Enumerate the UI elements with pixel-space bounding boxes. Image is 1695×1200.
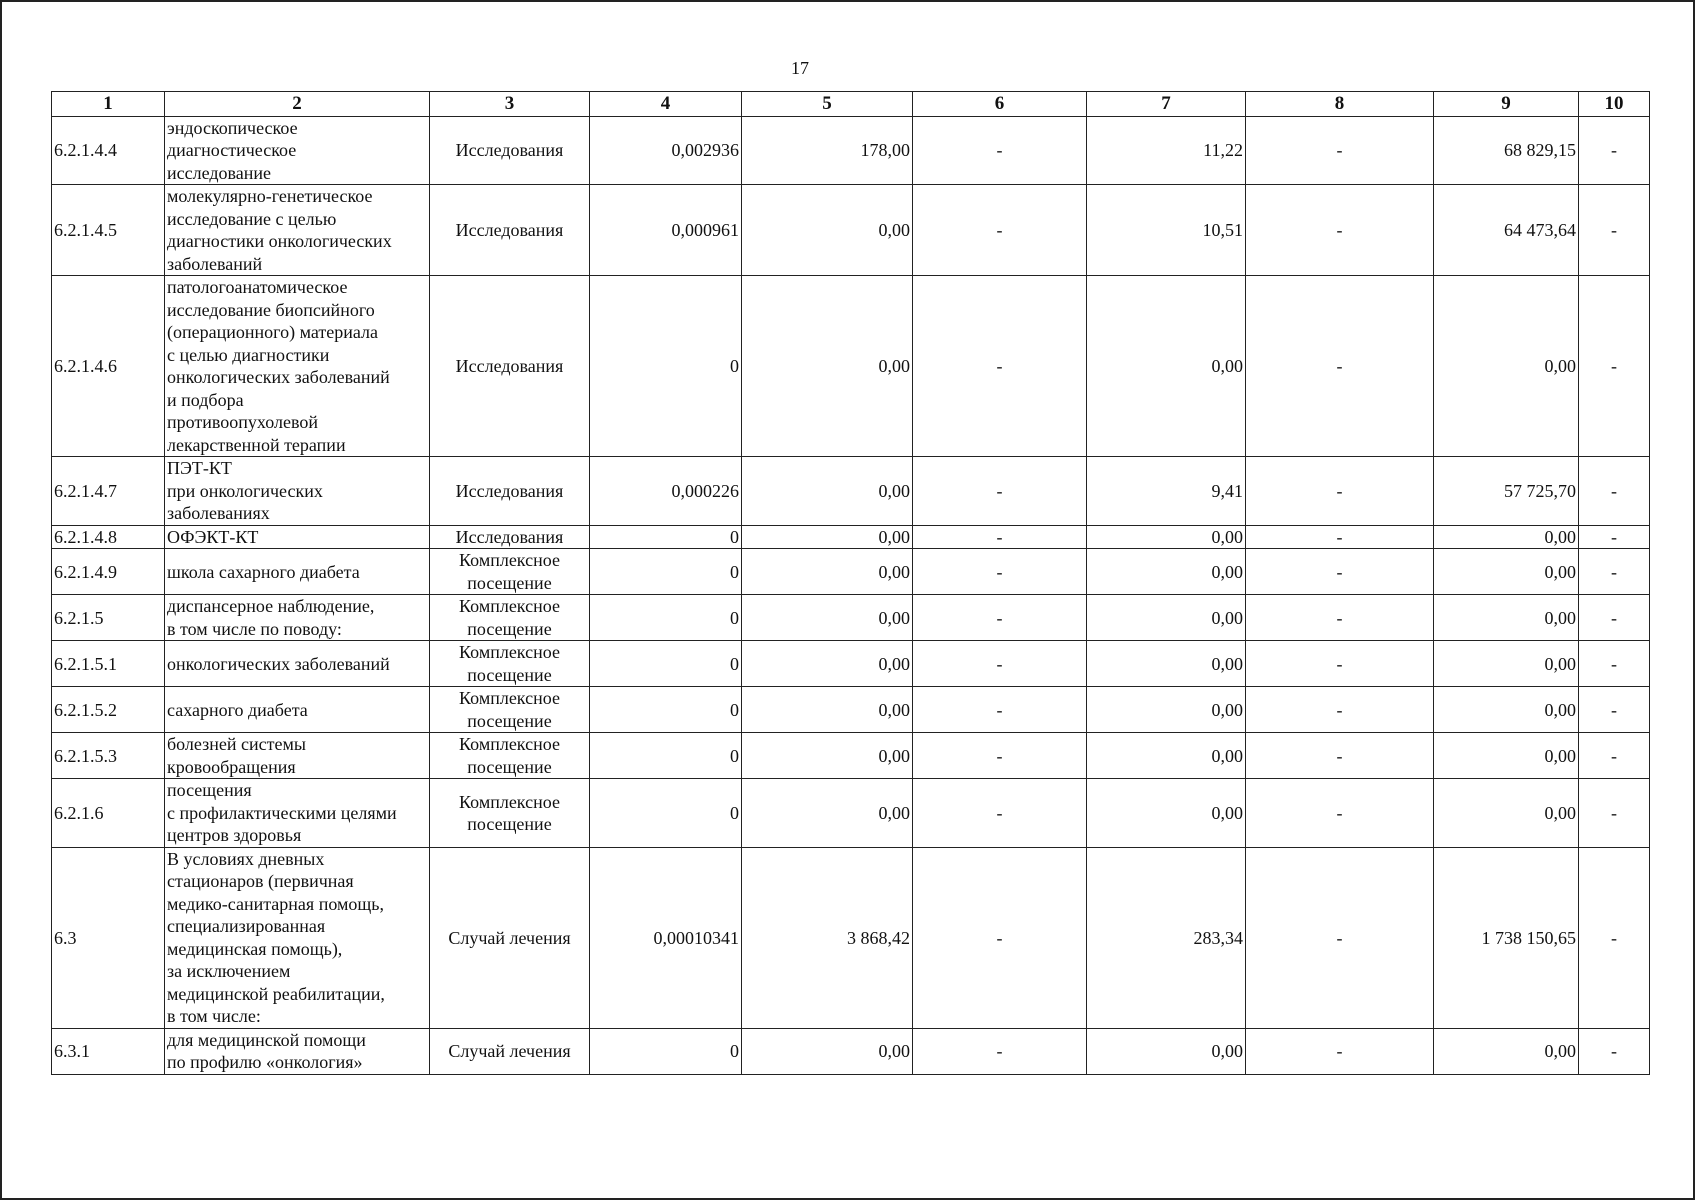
column-header: 8 <box>1246 92 1434 117</box>
col9-value: 0,00 <box>1434 779 1579 848</box>
col8-value: - <box>1246 276 1434 457</box>
column-header: 1 <box>52 92 165 117</box>
table-row <box>52 457 1650 526</box>
col5-value: 0,00 <box>742 549 913 595</box>
col7-value: 10,51 <box>1087 185 1246 276</box>
table-row <box>52 779 1650 848</box>
table-row <box>52 116 1650 185</box>
column-header: 7 <box>1087 92 1246 117</box>
row-name: сахарного диабета <box>165 687 430 733</box>
col10-value: - <box>1579 549 1650 595</box>
row-unit: Комплексное посещение <box>430 549 590 595</box>
col8-value: - <box>1246 687 1434 733</box>
col9-value: 0,00 <box>1434 549 1579 595</box>
row-unit: Исследования <box>430 525 590 549</box>
col6-value: - <box>913 595 1087 641</box>
col10-value: - <box>1579 733 1650 779</box>
col9-value: 0,00 <box>1434 525 1579 549</box>
column-header: 4 <box>590 92 742 117</box>
table-row <box>52 525 1650 549</box>
table-row <box>52 733 1650 779</box>
row-unit: Исследования <box>430 276 590 457</box>
col8-value: - <box>1246 1028 1434 1074</box>
col6-value: - <box>913 847 1087 1028</box>
col7-value: 11,22 <box>1087 116 1246 185</box>
col5-value: 0,00 <box>742 733 913 779</box>
row-unit: Комплексное посещение <box>430 595 590 641</box>
col4-value: 0 <box>590 641 742 687</box>
table-row <box>52 1028 1650 1074</box>
col7-value: 0,00 <box>1087 276 1246 457</box>
row-code: 6.3 <box>52 847 165 1028</box>
row-code: 6.2.1.6 <box>52 779 165 848</box>
column-header: 5 <box>742 92 913 117</box>
col7-value: 283,34 <box>1087 847 1246 1028</box>
col7-value: 0,00 <box>1087 779 1246 848</box>
row-name: эндоскопическое диагностическое исследование <box>165 116 430 185</box>
column-header: 2 <box>165 92 430 117</box>
row-code: 6.3.1 <box>52 1028 165 1074</box>
row-unit: Исследования <box>430 116 590 185</box>
page-number: 17 <box>791 58 809 78</box>
row-name: школа сахарного диабета <box>165 549 430 595</box>
col4-value: 0,000226 <box>590 457 742 526</box>
row-code: 6.2.1.4.7 <box>52 457 165 526</box>
col6-value: - <box>913 687 1087 733</box>
table-row <box>52 641 1650 687</box>
col9-value: 0,00 <box>1434 1028 1579 1074</box>
column-header: 10 <box>1579 92 1650 117</box>
col8-value: - <box>1246 779 1434 848</box>
col6-value: - <box>913 116 1087 185</box>
row-name: для медицинской помощи по профилю «онкология» <box>165 1028 430 1074</box>
row-name: молекулярно-генетическое исследование с целью диагностики онкологических заболеваний <box>165 185 430 276</box>
col4-value: 0 <box>590 595 742 641</box>
col5-value: 0,00 <box>742 457 913 526</box>
col8-value: - <box>1246 733 1434 779</box>
col6-value: - <box>913 276 1087 457</box>
col9-value: 68 829,15 <box>1434 116 1579 185</box>
col10-value: - <box>1579 185 1650 276</box>
col5-value: 0,00 <box>742 1028 913 1074</box>
column-header: 9 <box>1434 92 1579 117</box>
col7-value: 0,00 <box>1087 549 1246 595</box>
row-unit: Комплексное посещение <box>430 687 590 733</box>
table-row <box>52 687 1650 733</box>
col5-value: 0,00 <box>742 779 913 848</box>
col5-value: 0,00 <box>742 185 913 276</box>
row-code: 6.2.1.5.2 <box>52 687 165 733</box>
row-code: 6.2.1.5.1 <box>52 641 165 687</box>
row-unit: Случай лечения <box>430 1028 590 1074</box>
row-unit: Комплексное посещение <box>430 733 590 779</box>
row-name: диспансерное наблюдение, в том числе по поводу: <box>165 595 430 641</box>
col6-value: - <box>913 733 1087 779</box>
col10-value: - <box>1579 1028 1650 1074</box>
col10-value: - <box>1579 276 1650 457</box>
row-unit: Комплексное посещение <box>430 779 590 848</box>
col8-value: - <box>1246 847 1434 1028</box>
col6-value: - <box>913 185 1087 276</box>
row-name: ОФЭКТ-КТ <box>165 525 430 549</box>
col10-value: - <box>1579 847 1650 1028</box>
row-name: онкологических заболеваний <box>165 641 430 687</box>
col5-value: 0,00 <box>742 276 913 457</box>
col10-value: - <box>1579 687 1650 733</box>
column-header: 6 <box>913 92 1087 117</box>
row-unit: Исследования <box>430 457 590 526</box>
col5-value: 0,00 <box>742 525 913 549</box>
col4-value: 0,000961 <box>590 185 742 276</box>
row-unit: Исследования <box>430 185 590 276</box>
data-table <box>51 91 1650 1075</box>
col8-value: - <box>1246 116 1434 185</box>
col9-value: 0,00 <box>1434 641 1579 687</box>
col10-value: - <box>1579 641 1650 687</box>
col10-value: - <box>1579 457 1650 526</box>
row-code: 6.2.1.4.5 <box>52 185 165 276</box>
col9-value: 0,00 <box>1434 733 1579 779</box>
col10-value: - <box>1579 116 1650 185</box>
row-name: посещения с профилактическими целями центров здоровья <box>165 779 430 848</box>
col4-value: 0,002936 <box>590 116 742 185</box>
row-name: В условиях дневных стационаров (первичная медико-санитарная помощь, специализированная медицинская помощь), за исключением медицинской реабилитации, в том числе: <box>165 847 430 1028</box>
col4-value: 0 <box>590 276 742 457</box>
col5-value: 3 868,42 <box>742 847 913 1028</box>
col10-value: - <box>1579 525 1650 549</box>
col8-value: - <box>1246 641 1434 687</box>
col7-value: 0,00 <box>1087 733 1246 779</box>
col5-value: 178,00 <box>742 116 913 185</box>
col8-value: - <box>1246 549 1434 595</box>
row-code: 6.2.1.4.6 <box>52 276 165 457</box>
col6-value: - <box>913 457 1087 526</box>
col4-value: 0 <box>590 733 742 779</box>
row-code: 6.2.1.4.9 <box>52 549 165 595</box>
col9-value: 0,00 <box>1434 276 1579 457</box>
col4-value: 0 <box>590 1028 742 1074</box>
col5-value: 0,00 <box>742 641 913 687</box>
col10-value: - <box>1579 595 1650 641</box>
row-unit: Случай лечения <box>430 847 590 1028</box>
col7-value: 0,00 <box>1087 641 1246 687</box>
col6-value: - <box>913 525 1087 549</box>
col7-value: 0,00 <box>1087 595 1246 641</box>
col4-value: 0 <box>590 549 742 595</box>
col6-value: - <box>913 779 1087 848</box>
row-name: патологоанатомическое исследование биопсийного (операционного) материала с целью диагностики онкологических заболеваний и подбора противоопухолевой лекарственной терапии <box>165 276 430 457</box>
col8-value: - <box>1246 525 1434 549</box>
col8-value: - <box>1246 185 1434 276</box>
table-body <box>52 116 1650 1074</box>
row-name: ПЭТ-КТ при онкологических заболеваниях <box>165 457 430 526</box>
col8-value: - <box>1246 595 1434 641</box>
col7-value: 9,41 <box>1087 457 1246 526</box>
row-unit: Комплексное посещение <box>430 641 590 687</box>
table-row <box>52 185 1650 276</box>
row-code: 6.2.1.5.3 <box>52 733 165 779</box>
table-row <box>52 847 1650 1028</box>
row-code: 6.2.1.5 <box>52 595 165 641</box>
col7-value: 0,00 <box>1087 525 1246 549</box>
col5-value: 0,00 <box>742 687 913 733</box>
row-name: болезней системы кровообращения <box>165 733 430 779</box>
table-row <box>52 276 1650 457</box>
col9-value: 57 725,70 <box>1434 457 1579 526</box>
col10-value: - <box>1579 779 1650 848</box>
header-row <box>52 92 1650 117</box>
col9-value: 0,00 <box>1434 595 1579 641</box>
col9-value: 1 738 150,65 <box>1434 847 1579 1028</box>
col4-value: 0,00010341 <box>590 847 742 1028</box>
col6-value: - <box>913 641 1087 687</box>
col7-value: 0,00 <box>1087 1028 1246 1074</box>
row-code: 6.2.1.4.8 <box>52 525 165 549</box>
col4-value: 0 <box>590 779 742 848</box>
col9-value: 64 473,64 <box>1434 185 1579 276</box>
table-row <box>52 549 1650 595</box>
col5-value: 0,00 <box>742 595 913 641</box>
row-code: 6.2.1.4.4 <box>52 116 165 185</box>
table-row <box>52 595 1650 641</box>
col8-value: - <box>1246 457 1434 526</box>
col4-value: 0 <box>590 687 742 733</box>
col4-value: 0 <box>590 525 742 549</box>
col6-value: - <box>913 549 1087 595</box>
col9-value: 0,00 <box>1434 687 1579 733</box>
column-header: 3 <box>430 92 590 117</box>
col6-value: - <box>913 1028 1087 1074</box>
col7-value: 0,00 <box>1087 687 1246 733</box>
